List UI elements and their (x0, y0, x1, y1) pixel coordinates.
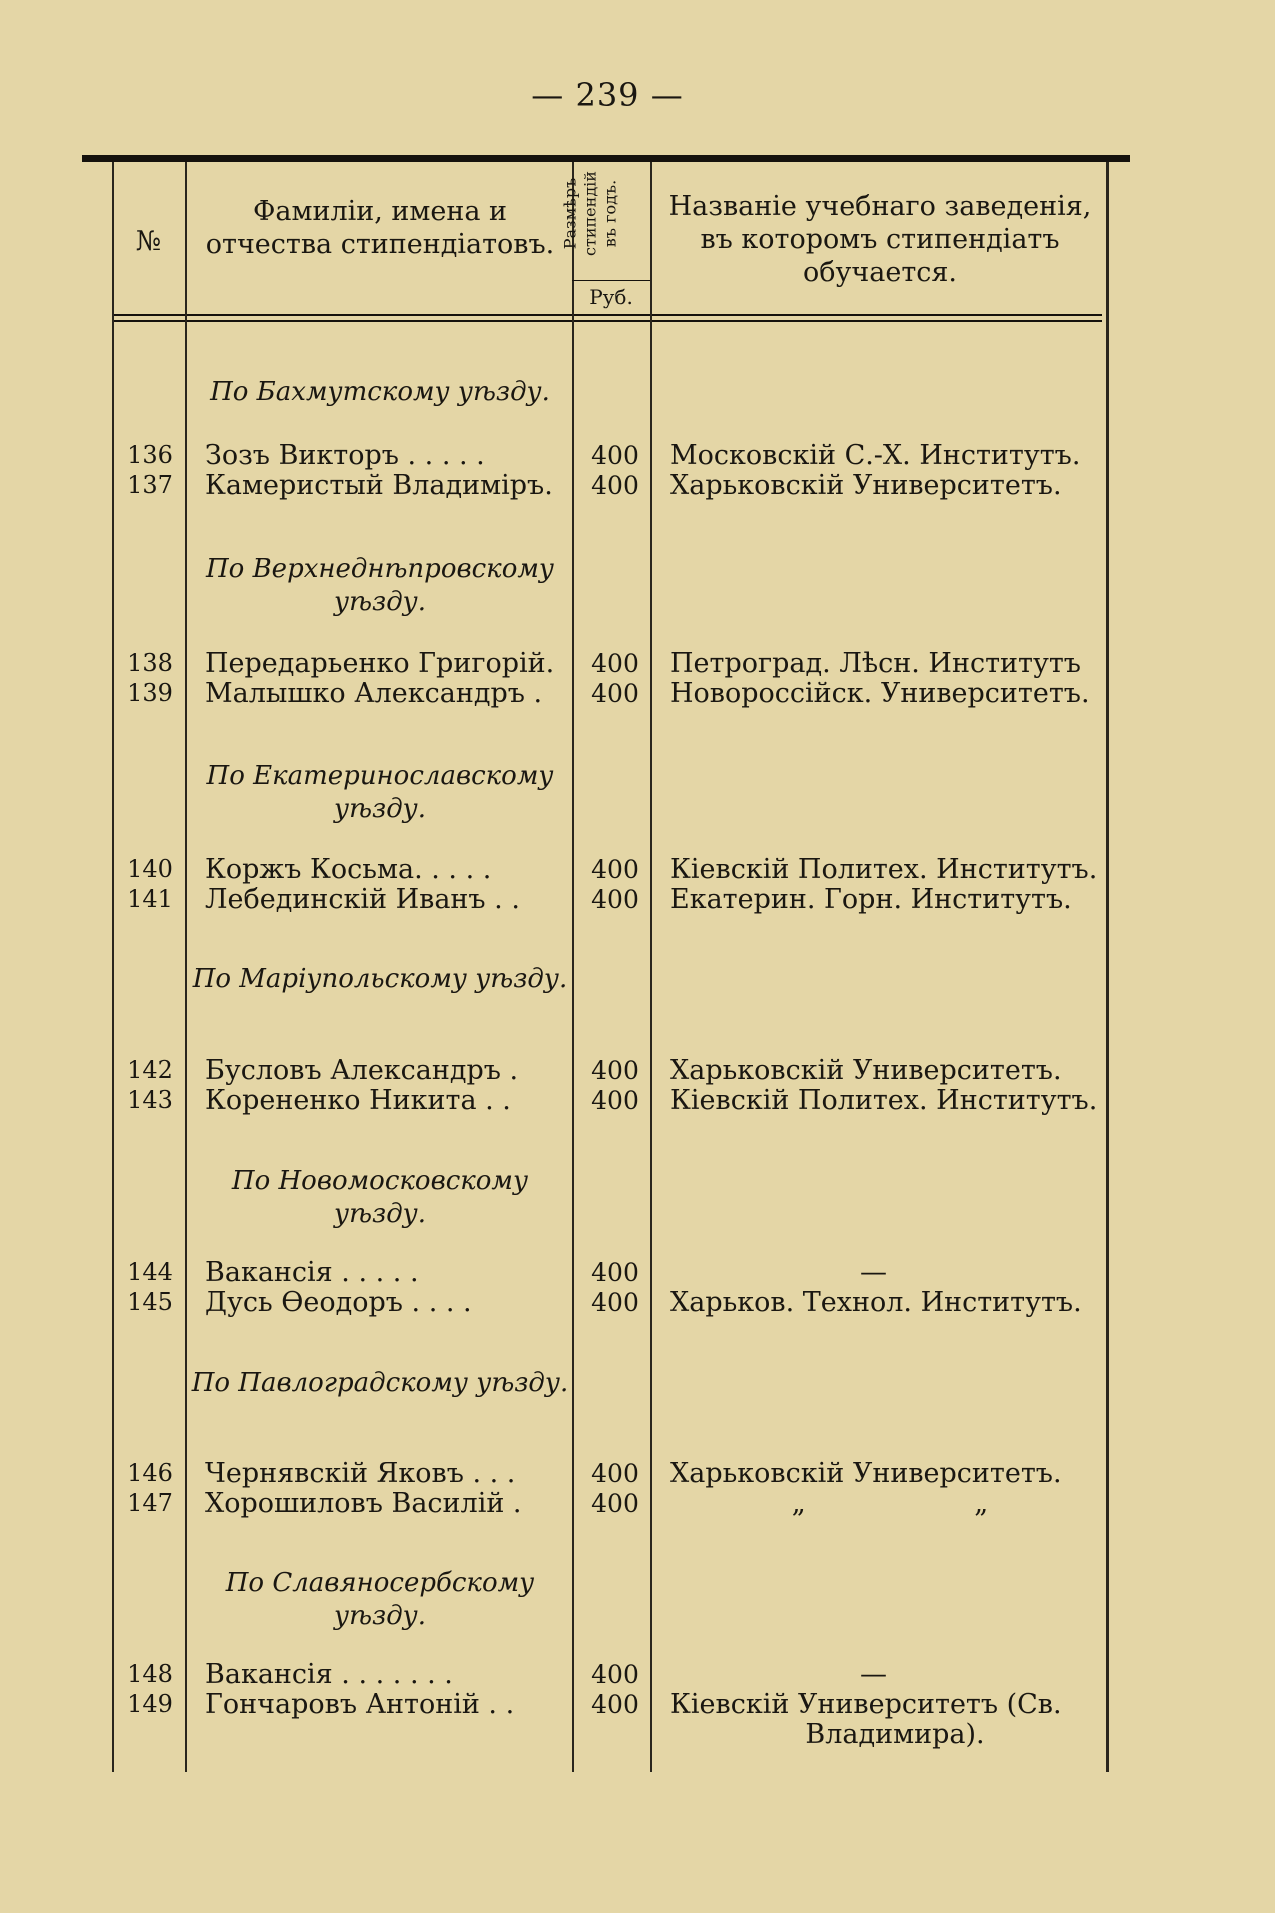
table-row (0, 678, 1275, 709)
row-number: 146 (127, 1459, 173, 1487)
row-institution: Екатерин. Горн. Институтъ. (670, 884, 1072, 915)
table-row (0, 1257, 1275, 1288)
table-row-continuation (0, 1719, 1275, 1750)
row-amount: 400 (591, 1489, 639, 1518)
row-name: Вакансія . . . . . (205, 1257, 419, 1288)
header-bottom-rule-2 (112, 320, 1102, 322)
row-amount: 400 (591, 1258, 639, 1287)
row-number: 141 (127, 885, 173, 913)
row-number: 144 (127, 1258, 173, 1286)
table-row (0, 1287, 1275, 1318)
row-institution-line2: Владимира). (805, 1719, 985, 1750)
row-amount: 400 (591, 649, 639, 678)
header-col-amount-unit: Руб. (589, 285, 633, 309)
row-institution: Московскій С.-Х. Институтъ. (670, 440, 1081, 471)
row-name: Передарьенко Григорій. (205, 648, 555, 679)
row-number: 147 (127, 1489, 173, 1517)
row-name: Коржъ Косьма. . . . . (205, 854, 492, 885)
row-institution: Харьковскій Университетъ. (670, 470, 1062, 501)
district-heading: По Новомосковскому уѣзду. (231, 1166, 529, 1229)
row-institution: „ „ (791, 1488, 989, 1519)
row-institution: Харьковскій Университетъ. (670, 1458, 1062, 1489)
row-amount: 400 (591, 1660, 639, 1689)
row-number: 142 (127, 1056, 173, 1084)
row-institution: Петроград. Лѣсн. Институтъ (670, 648, 1081, 679)
header-col-institution: Названіе учебнаго заведенія, въ которомъ стипендіатъ обучается. (668, 191, 1092, 288)
table-row (0, 884, 1275, 915)
header-col-amount-line1: Размѣръ (560, 177, 580, 250)
row-number: 139 (127, 679, 173, 707)
row-amount: 400 (591, 679, 639, 708)
table-row (0, 1085, 1275, 1116)
row-name: Зозъ Викторъ . . . . . (205, 440, 485, 471)
amount-unit-rule (572, 280, 650, 281)
row-amount: 400 (591, 1086, 639, 1115)
header-col-amount-line2: стипендій (580, 171, 600, 256)
table-right-border (1106, 162, 1109, 1772)
row-number: 148 (127, 1660, 173, 1688)
row-institution: Кіевскій Политех. Институтъ. (670, 854, 1098, 885)
row-number: 140 (127, 855, 173, 883)
table-row (0, 854, 1275, 885)
page-number: — 239 — (531, 76, 684, 114)
row-name: Дусь Өеодоръ . . . . (205, 1287, 472, 1318)
header-col-names: Фамиліи, имена и отчества стипендіатовъ. (205, 196, 555, 260)
col-divider-institution (650, 162, 652, 1772)
table-row (0, 470, 1275, 501)
district-heading: По Павлоградскому уѣзду. (191, 1368, 569, 1398)
col-divider-names (185, 162, 187, 1772)
table-row (0, 648, 1275, 679)
table-row (0, 440, 1275, 471)
row-amount: 400 (591, 1288, 639, 1317)
row-amount: 400 (591, 1690, 639, 1719)
row-amount: 400 (591, 1459, 639, 1488)
header-col-number: № (135, 226, 162, 257)
row-number: 149 (127, 1690, 173, 1718)
row-institution: Кіевскій Политех. Институтъ. (670, 1085, 1098, 1116)
table-top-rule (82, 155, 1130, 162)
row-name: Малышко Александръ . (205, 678, 543, 709)
row-institution: Кіевскій Университетъ (Св. (670, 1689, 1062, 1720)
row-amount: 400 (591, 471, 639, 500)
row-name: Лебединскій Иванъ . . (205, 884, 520, 915)
row-name: Бусловъ Александръ . (205, 1055, 519, 1086)
row-name: Корененко Никита . . (205, 1085, 511, 1116)
table-row (0, 1055, 1275, 1086)
row-institution: Новороссійск. Университетъ. (670, 678, 1090, 709)
table-row (0, 1689, 1275, 1720)
table-left-border (112, 162, 114, 1772)
row-number: 138 (127, 649, 173, 677)
row-number: 136 (127, 441, 173, 469)
row-amount: 400 (591, 1056, 639, 1085)
row-institution: — (860, 1659, 887, 1690)
row-number: 143 (127, 1086, 173, 1114)
row-institution: — (860, 1257, 887, 1288)
row-name: Камеристый Владиміръ. (205, 470, 553, 501)
row-number: 137 (127, 471, 173, 499)
header-col-amount-line3: въ годъ. (600, 179, 620, 248)
row-name: Гончаровъ Антоній . . (205, 1689, 515, 1720)
table-row (0, 1458, 1275, 1489)
district-heading: По Верхнеднѣпровскому уѣзду. (205, 554, 554, 617)
col-divider-amount (572, 162, 574, 1772)
row-amount: 400 (591, 441, 639, 470)
row-number: 145 (127, 1288, 173, 1316)
table-row (0, 1659, 1275, 1690)
header-bottom-rule (112, 314, 1102, 316)
district-heading: По Бахмутскому уѣзду. (210, 377, 550, 407)
row-institution: Харьков. Технол. Институтъ. (670, 1287, 1082, 1318)
row-amount: 400 (591, 885, 639, 914)
row-name: Чернявскій Яковъ . . . (205, 1458, 516, 1489)
district-heading: По Славяносербскому уѣзду. (225, 1568, 535, 1631)
table-row (0, 1488, 1275, 1519)
district-heading: По Екатеринославскому уѣзду. (206, 761, 554, 824)
row-institution: Харьковскій Университетъ. (670, 1055, 1062, 1086)
district-heading: По Маріупольскому уѣзду. (192, 964, 568, 994)
row-name: Вакансія . . . . . . . (205, 1659, 453, 1690)
row-name: Хорошиловъ Василій . (205, 1488, 522, 1519)
row-amount: 400 (591, 855, 639, 884)
